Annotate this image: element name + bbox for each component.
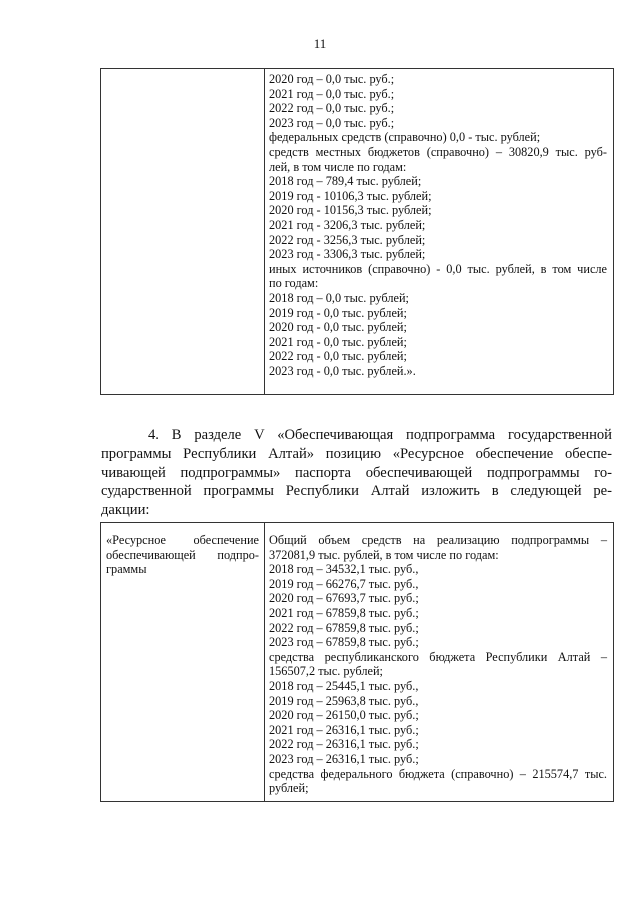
text-line: Общий объем средств на реализацию подпрограммы – [269, 533, 607, 547]
text-line: 2022 год – 26316,1 тыс. руб.; [269, 737, 419, 752]
resource-provision-table [100, 522, 614, 802]
text-line: средств местных бюджетов (справочно) – 30820,9 тыс. руб- [269, 145, 607, 159]
text-line: 2019 год - 10106,3 тыс. рублей; [269, 188, 432, 203]
text-line: 2020 год – 67693,7 тыс. руб.; [269, 591, 419, 606]
text-line: средства федерального бюджета (справочно) – 215574,7 тыс. [269, 766, 607, 781]
text-line: 2020 год – 0,0 тыс. руб.; [269, 72, 395, 86]
text-line: 156507,2 тыс. рублей; [269, 664, 383, 679]
text-line: средства республиканского бюджета Республики Алтай – [269, 649, 607, 664]
text-line: 2022 год - 3256,3 тыс. рублей; [269, 232, 426, 247]
text-line: 2018 год – 789,4 тыс. рублей; [269, 174, 422, 189]
text-line: рублей; [269, 781, 309, 796]
text-line: 2018 год – 34532,1 тыс. руб., [269, 562, 419, 577]
text-line: 2020 год - 10156,3 тыс. рублей; [269, 203, 432, 218]
text-line: 2023 год – 67859,8 тыс. руб.; [269, 635, 419, 650]
text-line: 2022 год – 0,0 тыс. руб.; [269, 101, 395, 116]
text-line: по годам: [269, 276, 319, 291]
text-line: 2020 год – 26150,0 тыс. руб.; [269, 708, 419, 723]
text-line: 2019 год – 66276,7 тыс. руб., [269, 576, 419, 591]
text-line: 2018 год – 25445,1 тыс. руб., [269, 679, 419, 693]
text-line: иных источников (справочно) - 0,0 тыс. рублей, в том числе [269, 261, 607, 276]
paragraph-line: программы Республики Алтай» позицию «Ресурсное обеспечение обеспе- [101, 445, 612, 462]
table-left-cell [101, 69, 265, 394]
paragraph-line: 4. В разделе V «Обеспечивающая подпрограмма государственной [148, 427, 612, 443]
text-line: 2022 год – 67859,8 тыс. руб.; [269, 620, 419, 635]
text-line: 2022 год - 0,0 тыс. рублей; [269, 349, 407, 364]
text-line: граммы [106, 562, 147, 577]
text-line: 2021 год – 0,0 тыс. руб.; [269, 86, 395, 101]
text-line: обеспечивающей подпро- [106, 547, 259, 562]
text-line: 2023 год – 26316,1 тыс. руб.; [269, 752, 419, 766]
text-line: 2023 год - 3306,3 тыс. рублей; [269, 247, 426, 262]
paragraph-line: дакции: [101, 502, 150, 519]
text-line: 2021 год – 26316,1 тыс. руб.; [269, 722, 419, 737]
text-line: 2021 год - 3206,3 тыс. рублей; [269, 218, 426, 232]
section-paragraph [101, 426, 612, 520]
text-line: 2023 год – 0,0 тыс. руб.; [269, 115, 395, 130]
paragraph-line: чивающей подпрограммы» паспорта обеспечивающей подпрограммы го- [101, 464, 612, 481]
text-line: 372081,9 тыс. рублей, в том числе по годам: [269, 547, 499, 562]
text-line: 2023 год - 0,0 тыс. рублей.». [269, 364, 416, 378]
page-number: 11 [313, 36, 327, 51]
text-line: федеральных средств (справочно) 0,0 - тыс. рублей; [269, 130, 541, 145]
text-line: 2021 год – 67859,8 тыс. руб.; [269, 606, 419, 620]
paragraph-line: сударственной программы Республики Алтай изложить в следующей ре- [101, 483, 612, 500]
text-line: лей, в том числе по годам: [269, 159, 407, 174]
funding-table-continued [100, 68, 614, 395]
text-line: 2018 год – 0,0 тыс. рублей; [269, 291, 409, 305]
text-line: 2021 год - 0,0 тыс. рублей; [269, 334, 407, 349]
text-line: 2020 год - 0,0 тыс. рублей; [269, 320, 407, 335]
text-line: 2019 год – 25963,8 тыс. руб., [269, 693, 419, 708]
text-line: «Ресурсное обеспечение [106, 533, 259, 547]
text-line: 2019 год - 0,0 тыс. рублей; [269, 305, 407, 320]
